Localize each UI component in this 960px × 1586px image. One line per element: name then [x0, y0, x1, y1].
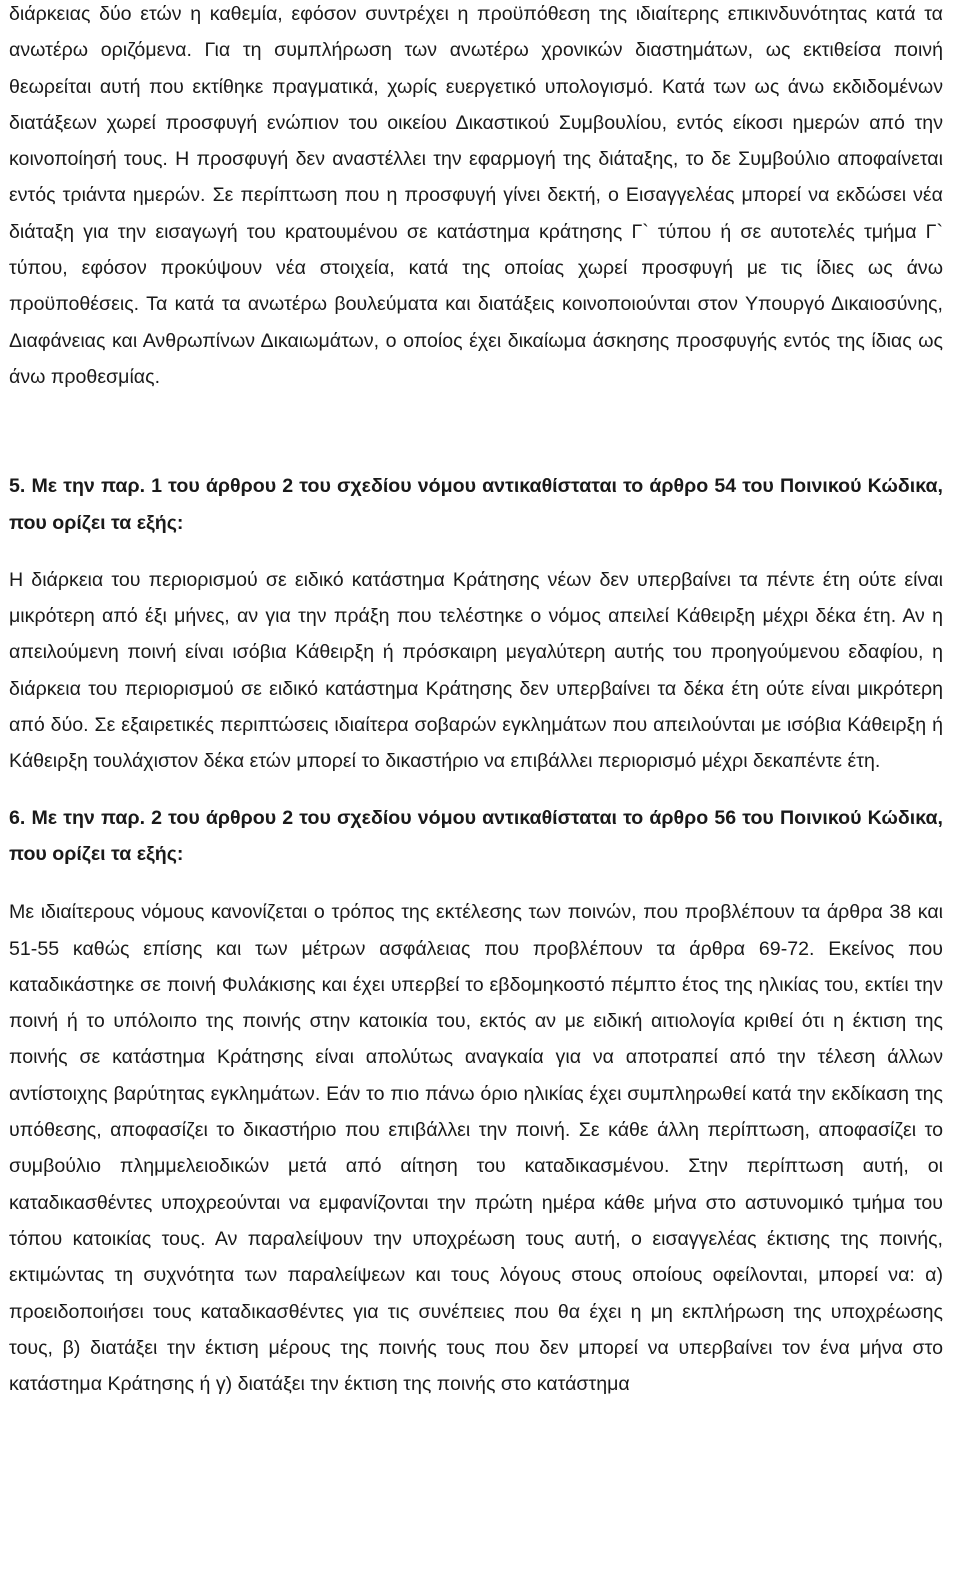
section-5-body: Η διάρκεια του περιορισμού σε ειδικό κατάστημα Κράτησης νέων δεν υπερβαίνει τα πέντε έτη ούτε είναι μικρότερη από έξι μήνες, αν για την πράξη που τελέστηκε ο νόμος απειλεί Κάθειρξη μέχρι δέκα έτη. Αν η απειλούμενη ποινή είναι ισόβια Κάθειρξη ή πρόσκαιρη μεγαλύτερη αυτής του προηγούμενου εδαφίου, η διάρκεια του περιορισμού σε ειδικό κατάστημα Κράτησης δεν υπερβαίνει τα δέκα έτη ούτε είναι μικρότερη από δύο. Σε εξαιρετικές περιπτώσεις ιδιαίτερα σοβαρών εγκλημάτων που απειλούνται με ισόβια Κάθειρξη ή Κάθειρξη τουλάχιστον δέκα ετών μπορεί το δικαστήριο να επιβάλλει περιορισμό μέχρι δεκαπέντε έτη. [9, 568, 943, 773]
section-6-heading: 6. Με την παρ. 2 του άρθρου 2 του σχεδίου νόμου αντικαθίσταται το άρθρο 56 του Ποινικού Κώδικα, που ορίζει τα εξής: [9, 806, 943, 865]
section-6-body: Με ιδιαίτερους νόμους κανονίζεται ο τρόπος της εκτέλεσης των ποινών, που προβλέπουν τα άρθρα 38 και 51-55 καθώς επίσης και των μέτρων ασφάλειας που προβλέπουν τα άρθρα 69-72. Εκείνος που καταδικάστηκε σε ποινή Φυλάκισης και έχει υπερβεί το εβδομηκοστό πέμπτο έτος της ηλικίας του, εκτίει την ποινή ή το υπόλοιπο της ποινής στην κατοικία του, εκτός αν με ειδική αιτιολογία κριθεί ότι η έκτιση της ποινής σε κατάστημα Κράτησης είναι απολύτως αναγκαία για να αποτραπεί από την τέλεση άλλων αντίστοιχης βαρύτητας εγκλημάτων. Εάν το πιο πάνω όριο ηλικίας έχει συμπληρωθεί κατά την εκδίκαση της υπόθεσης, αποφασίζει το δικαστήριο που επιβάλλει την ποινή. Σε κάθε άλλη περίπτωση, αποφασίζει το συμβούλιο πλημμελειοδικών μετά από αίτηση του καταδικασμένου. Στην περίπτωση αυτή, οι καταδικασθέντες υποχρεούνται να εμφανίζονται την πρώτη ημέρα κάθε μήνα στο αστυνομικό τμήμα του τόπου κατοικίας τους. Αν παραλείψουν την υποχρέωση τους αυτή, ο εισαγγελέας έκτισης της ποινής, εκτιμώντας τη συχνότητα των παραλείψεων και τους λόγους στους οποίους οφείλονται, μπορεί να: α) προειδοποιήσει τους καταδικασθέντες για τις συνέπειες που θα έχει η μη εκπλήρωση της υποχρέωσης τους, β) διατάξει την έκτιση μέρους της ποινής τους που δεν μπορεί να υπερβαίνει τον ένα μήνα στο κατάστημα Κράτησης ή γ) διατάξει την έκτιση της ποινής στο κατάστημα [9, 901, 943, 1396]
intro-paragraph: διάρκειας δύο ετών η καθεμία, εφόσον συντρέχει η προϋπόθεση της ιδιαίτερης επικινδυνότητας κατά τα ανωτέρω οριζόμενα. Για τη συμπλήρωση των ανωτέρω χρονικών διαστημάτων, ως εκτιθείσα ποινή θεωρείται αυτή που εκτίθηκε πραγματικά, χωρίς ευεργετικό υπολογισμό. Κατά των ως άνω εκδιδομένων διατάξεων χωρεί προσφυγή ενώπιον του οικείου Δικαστικού Συμβουλίου, εντός είκοσι ημερών από την κοινοποίησή τους. Η προσφυγή δεν αναστέλλει την εφαρμογή της διάταξης, το δε Συμβούλιο αποφαίνεται εντός τριάντα ημερών. Σε περίπτωση που η προσφυγή γίνει δεκτή, ο Εισαγγελέας μπορεί να εκδώσει νέα διάταξη για την εισαγωγή του κρατουμένου σε κατάστημα κράτησης Γ` τύπου ή σε αυτοτελές τμήμα Γ` τύπου, εφόσον προκύψουν νέα στοιχεία, κατά της οποίας χωρεί προσφυγή με τις ίδιες ως άνω προϋποθέσεις. Τα κατά τα ανωτέρω βουλεύματα και διατάξεις κοινοποιούνται στον Υπουργό Δικαιοσύνης, Διαφάνειας και Ανθρωπίνων Δικαιωμάτων, ο οποίος έχει δικαίωμα άσκησης προσφυγής εντός της ίδιας ως άνω προθεσμίας. [9, 3, 943, 388]
section-5-heading: 5. Με την παρ. 1 του άρθρου 2 του σχεδίου νόμου αντικαθίσταται το άρθρο 54 του Ποινικού Κώδικα, που ορίζει τα εξής: [9, 475, 943, 534]
